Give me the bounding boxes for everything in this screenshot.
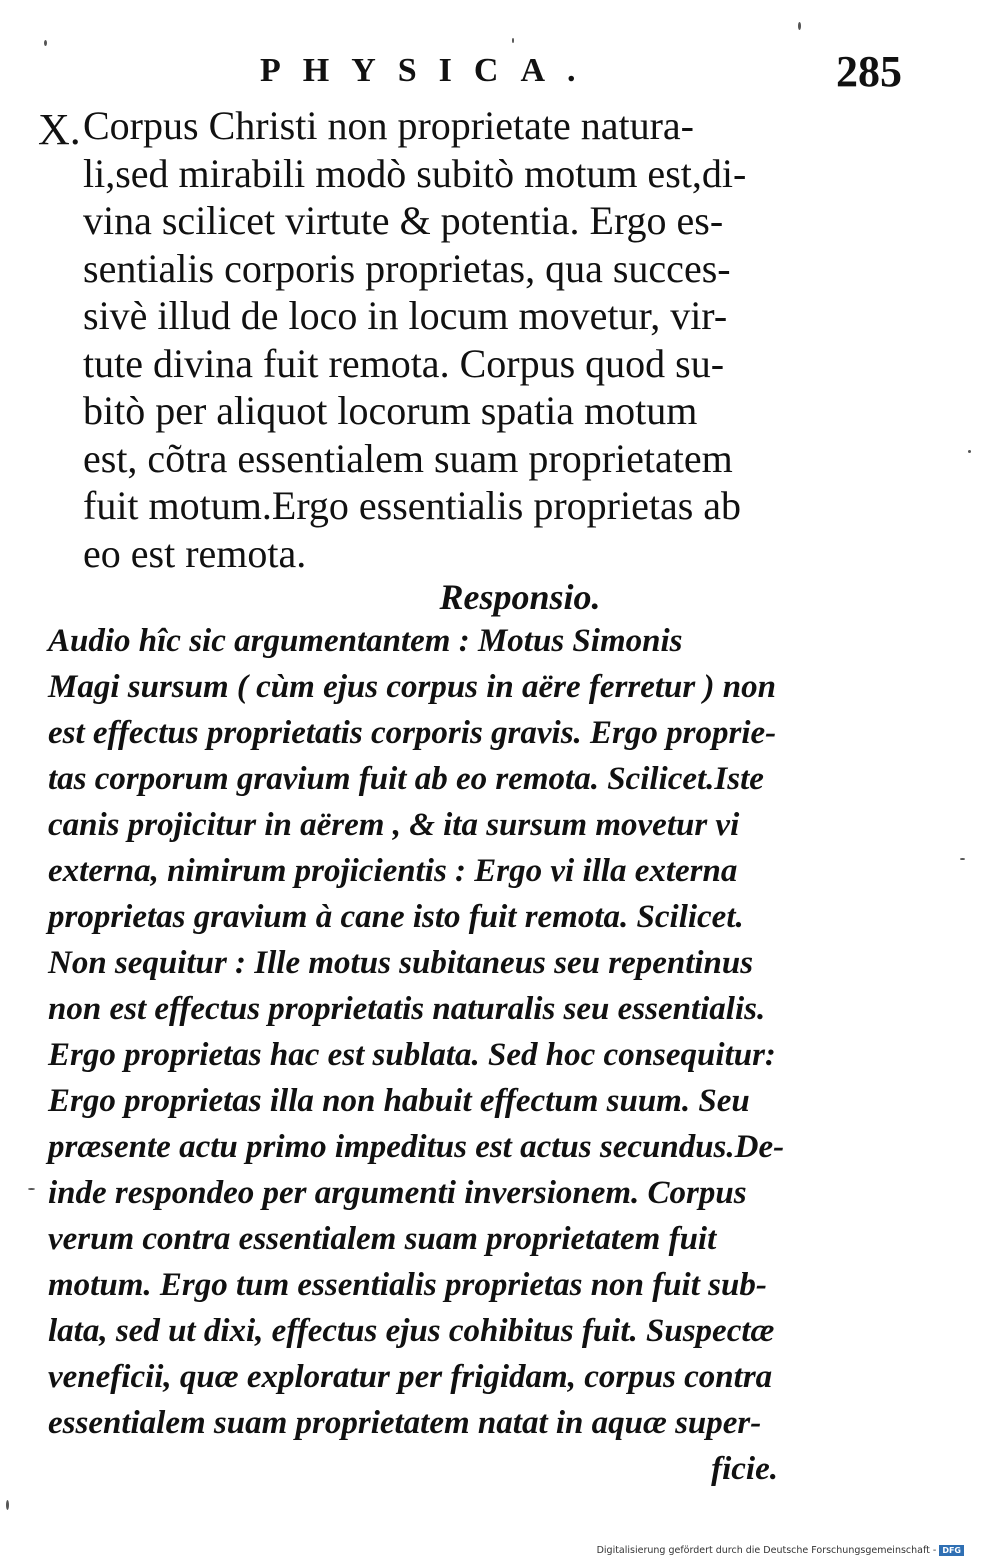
text-line: Magi sursum ( cùm ejus corpus in aëre ferretur ) non bbox=[48, 669, 776, 705]
scan-speck bbox=[6, 1500, 9, 1510]
dfg-logo: DFG bbox=[939, 1545, 964, 1556]
text-line: ficie. bbox=[711, 1451, 778, 1487]
text-line: Ergo proprietas illa non habuit effectum suum. Seu bbox=[48, 1083, 750, 1119]
scan-speck bbox=[960, 858, 965, 860]
text-line: Corpus Christi non proprietate natura- bbox=[83, 103, 694, 148]
text-line: sentialis corporis proprietas, qua succes- bbox=[83, 245, 731, 291]
text-line: essentialem suam proprietatem natat in aquæ super- bbox=[48, 1405, 762, 1441]
text-line: lata, sed ut dixi, effectus ejus cohibitus fuit. Suspectæ bbox=[48, 1313, 775, 1349]
section-marker: X. bbox=[38, 105, 81, 154]
page-number: 285 bbox=[836, 47, 902, 96]
text-line: externa, nimirum projicientis : Ergo vi illa externa bbox=[48, 853, 738, 889]
text-line: li,sed mirabili modò subitò motum est,di- bbox=[83, 150, 747, 196]
response-paragraph bbox=[48, 618, 798, 1492]
text-line: est, cõtra essentialem suam proprietatem bbox=[83, 435, 733, 481]
running-title: PHYSICA. bbox=[260, 52, 598, 89]
text-line: fuit motum.Ergo essentialis proprietas ab bbox=[83, 483, 742, 528]
scan-speck bbox=[28, 1188, 35, 1190]
scan-speck bbox=[798, 22, 801, 30]
text-line: eo est remota. bbox=[83, 530, 307, 576]
text-line: non est effectus proprietatis naturalis seu essentialis. bbox=[48, 991, 766, 1027]
digitization-credit bbox=[597, 1545, 964, 1556]
scan-speck bbox=[44, 40, 47, 46]
text-line: tas corporum gravium fuit ab eo remota. Scilicet.Iste bbox=[48, 761, 764, 797]
response-heading: Responsio. bbox=[439, 577, 601, 617]
text-line: motum. Ergo tum essentialis proprietas non fuit sub- bbox=[48, 1267, 767, 1303]
text-line: sivè illud de loco in locum movetur, vir- bbox=[83, 293, 728, 338]
credit-text: Digitalisierung gefördert durch die Deutsche Forschungsgemeinschaft - bbox=[596, 1545, 937, 1556]
argument-paragraph bbox=[83, 102, 803, 577]
text-line: inde respondeo per argumenti inversionem. Corpus bbox=[48, 1175, 747, 1211]
text-line: præsente actu primo impeditus est actus secundus.De- bbox=[48, 1129, 785, 1165]
text-line: veneficii, quæ exploratur per frigidam, corpus contra bbox=[48, 1359, 773, 1395]
text-line: Non sequitur : Ille motus subitaneus seu repentinus bbox=[48, 945, 754, 981]
text-line: bitò per aliquot locorum spatia motum bbox=[83, 388, 698, 433]
text-line: vina scilicet virtute & potentia. Ergo es- bbox=[83, 198, 724, 243]
scan-speck bbox=[968, 450, 971, 453]
text-line: verum contra essentialem suam proprietatem fuit bbox=[48, 1221, 717, 1257]
text-line: Audio hîc sic argumentantem : Motus Simonis bbox=[48, 623, 683, 659]
text-line: proprietas gravium à cane isto fuit remota. Scilicet. bbox=[48, 899, 744, 935]
text-line: Ergo proprietas hac est sublata. Sed hoc consequitur: bbox=[48, 1037, 776, 1073]
text-line: tute divina fuit remota. Corpus quod su- bbox=[83, 340, 725, 386]
scan-speck bbox=[512, 38, 514, 43]
text-line: est effectus proprietatis corporis gravis. Ergo proprie- bbox=[48, 715, 777, 751]
text-line: canis projicitur in aërem , & ita sursum movetur vi bbox=[48, 807, 740, 843]
